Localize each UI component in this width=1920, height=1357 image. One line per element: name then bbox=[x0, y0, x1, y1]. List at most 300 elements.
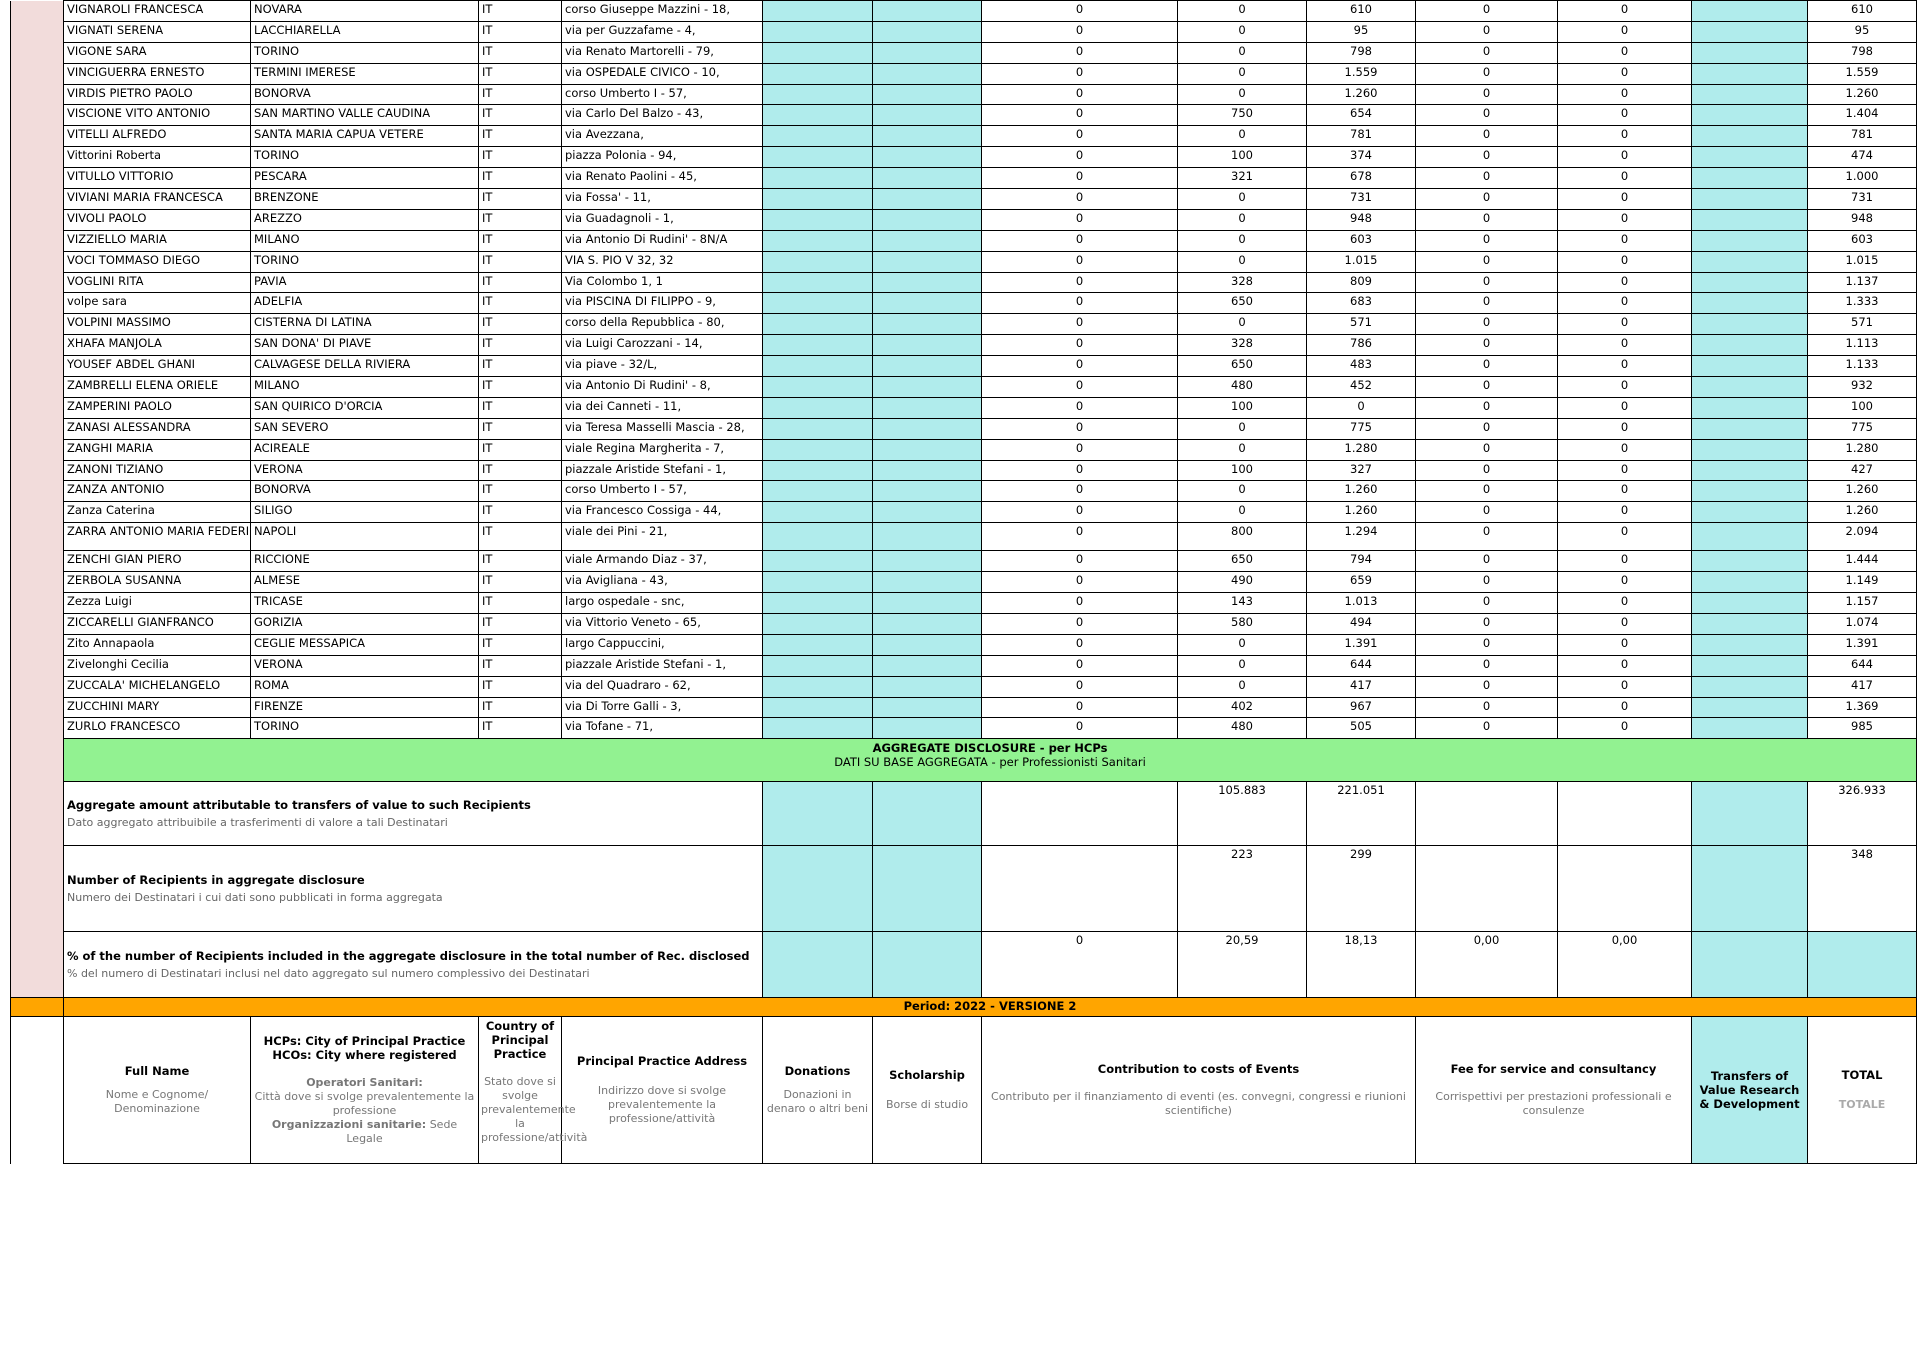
address-cell: viale dei Pini - 21, bbox=[562, 523, 763, 551]
side-band bbox=[11, 418, 64, 439]
scholarship-cell bbox=[873, 1, 982, 22]
table-row bbox=[11, 293, 1917, 314]
events-a-cell: 0 bbox=[982, 397, 1178, 418]
total-cell: 571 bbox=[1808, 314, 1917, 335]
address-cell: corso Giuseppe Mazzini - 18, bbox=[562, 1, 763, 22]
city-cell: FIRENZE bbox=[251, 697, 479, 718]
city-cell: CALVAGESE DELLA RIVIERA bbox=[251, 356, 479, 377]
events-a-cell: 0 bbox=[982, 42, 1178, 63]
fee-a-cell: 659 bbox=[1307, 572, 1416, 593]
fee-a-cell: 644 bbox=[1307, 655, 1416, 676]
address-cell: via Fossa' - 11, bbox=[562, 189, 763, 210]
city-cell: ALMESE bbox=[251, 572, 479, 593]
scholarship-cell bbox=[873, 21, 982, 42]
fee-c-cell: 0 bbox=[1558, 1, 1692, 22]
side-band bbox=[11, 846, 64, 932]
table-row bbox=[11, 634, 1917, 655]
fee-c-cell: 0 bbox=[1558, 209, 1692, 230]
fee-a-cell: 571 bbox=[1307, 314, 1416, 335]
fee-b-cell: 0 bbox=[1416, 147, 1558, 168]
address-cell: via Di Torre Galli - 3, bbox=[562, 697, 763, 718]
full-name-cell: Vittorini Roberta bbox=[64, 147, 251, 168]
full-name-cell: ZURLO FRANCESCO bbox=[64, 718, 251, 739]
table-row bbox=[11, 209, 1917, 230]
fee-b-cell: 0 bbox=[1416, 481, 1558, 502]
side-band bbox=[11, 84, 64, 105]
events-a-cell: 0 bbox=[982, 502, 1178, 523]
donations-cell bbox=[763, 697, 873, 718]
full-name-cell: VIGONE SARA bbox=[64, 42, 251, 63]
city-cell: CEGLIE MESSAPICA bbox=[251, 634, 479, 655]
fee-c-cell: 0 bbox=[1558, 397, 1692, 418]
donations-cell bbox=[763, 84, 873, 105]
city-cell: PAVIA bbox=[251, 272, 479, 293]
events-a-cell: 0 bbox=[982, 551, 1178, 572]
total-cell: 1.000 bbox=[1808, 168, 1917, 189]
events-b-cell: 100 bbox=[1178, 460, 1307, 481]
aggregate-percent-events-a: 0 bbox=[982, 932, 1178, 998]
events-a-cell: 0 bbox=[982, 1, 1178, 22]
fee-b-cell: 0 bbox=[1416, 314, 1558, 335]
fee-b-cell: 0 bbox=[1416, 418, 1558, 439]
fee-a-cell: 1.013 bbox=[1307, 593, 1416, 614]
full-name-cell: Zezza Luigi bbox=[64, 593, 251, 614]
full-name-cell: VOCI TOMMASO DIEGO bbox=[64, 251, 251, 272]
fee-b-cell: 0 bbox=[1416, 251, 1558, 272]
fee-a-cell: 505 bbox=[1307, 718, 1416, 739]
total-cell: 775 bbox=[1808, 418, 1917, 439]
fee-c-cell: 0 bbox=[1558, 126, 1692, 147]
total-cell: 1.260 bbox=[1808, 481, 1917, 502]
fee-a-cell: 1.391 bbox=[1307, 634, 1416, 655]
fee-a-cell: 798 bbox=[1307, 42, 1416, 63]
events-a-cell: 0 bbox=[982, 655, 1178, 676]
country-cell: IT bbox=[479, 335, 562, 356]
scholarship-cell bbox=[873, 293, 982, 314]
table-row bbox=[11, 718, 1917, 739]
country-cell: IT bbox=[479, 230, 562, 251]
fee-b-cell: 0 bbox=[1416, 1, 1558, 22]
country-cell: IT bbox=[479, 84, 562, 105]
total-cell: 2.094 bbox=[1808, 523, 1917, 551]
table-row bbox=[11, 147, 1917, 168]
full-name-cell: VIZZIELLO MARIA bbox=[64, 230, 251, 251]
recipient-rows bbox=[11, 1, 1917, 739]
donations-cell bbox=[763, 782, 873, 846]
country-cell: IT bbox=[479, 523, 562, 551]
address-cell: viale Regina Margherita - 7, bbox=[562, 439, 763, 460]
fee-c-cell: 0 bbox=[1558, 168, 1692, 189]
table-row bbox=[11, 697, 1917, 718]
fee-c-cell: 0 bbox=[1558, 272, 1692, 293]
city-cell: BRENZONE bbox=[251, 189, 479, 210]
header-fee: Fee for service and consultancy Corrispettivi per prestazioni professionali e consulenze bbox=[1416, 1017, 1692, 1164]
rd-cell bbox=[1692, 523, 1808, 551]
rd-cell bbox=[1692, 439, 1808, 460]
events-a-cell: 0 bbox=[982, 418, 1178, 439]
header-total: TOTAL TOTALE bbox=[1808, 1017, 1917, 1164]
donations-cell bbox=[763, 418, 873, 439]
aggregate-amount-events-b: 105.883 bbox=[1178, 782, 1307, 846]
address-cell: via Luigi Carozzani - 14, bbox=[562, 335, 763, 356]
country-cell: IT bbox=[479, 593, 562, 614]
full-name-cell: volpe sara bbox=[64, 293, 251, 314]
rd-cell bbox=[1692, 502, 1808, 523]
fee-c-cell: 0 bbox=[1558, 676, 1692, 697]
address-cell: largo Cappuccini, bbox=[562, 634, 763, 655]
total-cell: 1.137 bbox=[1808, 272, 1917, 293]
total-cell: 1.074 bbox=[1808, 613, 1917, 634]
address-cell: via dei Canneti - 11, bbox=[562, 397, 763, 418]
scholarship-cell bbox=[873, 551, 982, 572]
donations-cell bbox=[763, 634, 873, 655]
events-b-cell: 328 bbox=[1178, 272, 1307, 293]
rd-cell bbox=[1692, 634, 1808, 655]
fee-a-cell: 1.280 bbox=[1307, 439, 1416, 460]
donations-cell bbox=[763, 523, 873, 551]
aggregate-count-fee-a: 299 bbox=[1307, 846, 1416, 932]
city-cell: ROMA bbox=[251, 676, 479, 697]
fee-c-cell: 0 bbox=[1558, 293, 1692, 314]
fee-a-cell: 610 bbox=[1307, 1, 1416, 22]
events-b-cell: 490 bbox=[1178, 572, 1307, 593]
aggregate-amount-fee-a: 221.051 bbox=[1307, 782, 1416, 846]
rd-cell bbox=[1692, 697, 1808, 718]
aggregate-percent-fee-b: 0,00 bbox=[1416, 932, 1558, 998]
address-cell: via Avezzana, bbox=[562, 126, 763, 147]
country-cell: IT bbox=[479, 634, 562, 655]
events-b-cell: 650 bbox=[1178, 356, 1307, 377]
total-cell: 1.333 bbox=[1808, 293, 1917, 314]
aggregate-count-label: Number of Recipients in aggregate disclosure Numero dei Destinatari i cui dati sono pubblicati in forma aggregata bbox=[64, 846, 763, 932]
full-name-cell: ZICCARELLI GIANFRANCO bbox=[64, 613, 251, 634]
city-cell: SANTA MARIA CAPUA VETERE bbox=[251, 126, 479, 147]
side-band bbox=[11, 998, 64, 1017]
total-cell: 1.404 bbox=[1808, 105, 1917, 126]
scholarship-cell bbox=[873, 932, 982, 998]
side-band bbox=[11, 593, 64, 614]
full-name-cell: ZANONI TIZIANO bbox=[64, 460, 251, 481]
table-row bbox=[11, 21, 1917, 42]
scholarship-cell bbox=[873, 613, 982, 634]
table-row bbox=[11, 460, 1917, 481]
city-cell: TRICASE bbox=[251, 593, 479, 614]
country-cell: IT bbox=[479, 613, 562, 634]
fee-a-cell: 654 bbox=[1307, 105, 1416, 126]
full-name-cell: Zanza Caterina bbox=[64, 502, 251, 523]
rd-cell bbox=[1692, 377, 1808, 398]
scholarship-cell bbox=[873, 84, 982, 105]
aggregate-title-it: DATI SU BASE AGGREGATA - per Professionisti Sanitari bbox=[834, 755, 1146, 770]
fee-b-cell: 0 bbox=[1416, 335, 1558, 356]
events-b-cell: 321 bbox=[1178, 168, 1307, 189]
events-a-cell: 0 bbox=[982, 593, 1178, 614]
events-b-cell: 0 bbox=[1178, 42, 1307, 63]
events-b-cell: 0 bbox=[1178, 439, 1307, 460]
aggregate-count-events-a bbox=[982, 846, 1178, 932]
city-cell: NOVARA bbox=[251, 1, 479, 22]
city-cell: PESCARA bbox=[251, 168, 479, 189]
events-a-cell: 0 bbox=[982, 572, 1178, 593]
full-name-cell: VISCIONE VITO ANTONIO bbox=[64, 105, 251, 126]
fee-c-cell: 0 bbox=[1558, 718, 1692, 739]
side-band bbox=[11, 147, 64, 168]
scholarship-cell bbox=[873, 147, 982, 168]
events-a-cell: 0 bbox=[982, 676, 1178, 697]
fee-b-cell: 0 bbox=[1416, 209, 1558, 230]
events-b-cell: 100 bbox=[1178, 397, 1307, 418]
side-band bbox=[11, 42, 64, 63]
full-name-cell: VINCIGUERRA ERNESTO bbox=[64, 63, 251, 84]
fee-a-cell: 0 bbox=[1307, 397, 1416, 418]
table-row bbox=[11, 335, 1917, 356]
donations-cell bbox=[763, 377, 873, 398]
address-cell: VIA S. PIO V 32, 32 bbox=[562, 251, 763, 272]
table-row bbox=[11, 126, 1917, 147]
donations-cell bbox=[763, 502, 873, 523]
address-cell: Via Colombo 1, 1 bbox=[562, 272, 763, 293]
aggregate-count-fee-c bbox=[1558, 846, 1692, 932]
side-band bbox=[11, 21, 64, 42]
full-name-cell: VIVIANI MARIA FRANCESCA bbox=[64, 189, 251, 210]
table-row bbox=[11, 168, 1917, 189]
fee-b-cell: 0 bbox=[1416, 293, 1558, 314]
country-cell: IT bbox=[479, 377, 562, 398]
total-cell: 1.260 bbox=[1808, 84, 1917, 105]
events-b-cell: 100 bbox=[1178, 147, 1307, 168]
address-cell: largo ospedale - snc, bbox=[562, 593, 763, 614]
fee-a-cell: 374 bbox=[1307, 147, 1416, 168]
fee-a-cell: 95 bbox=[1307, 21, 1416, 42]
events-b-cell: 328 bbox=[1178, 335, 1307, 356]
total-cell: 781 bbox=[1808, 126, 1917, 147]
aggregate-count-fee-b bbox=[1416, 846, 1558, 932]
rd-cell bbox=[1692, 335, 1808, 356]
scholarship-cell bbox=[873, 782, 982, 846]
donations-cell bbox=[763, 460, 873, 481]
events-b-cell: 0 bbox=[1178, 84, 1307, 105]
scholarship-cell bbox=[873, 335, 982, 356]
fee-b-cell: 0 bbox=[1416, 460, 1558, 481]
rd-cell bbox=[1692, 105, 1808, 126]
country-cell: IT bbox=[479, 718, 562, 739]
scholarship-cell bbox=[873, 697, 982, 718]
header-country: Country of Principal Practice Stato dove si svolge prevalentemente la professione/attività bbox=[479, 1017, 562, 1164]
city-cell: CISTERNA DI LATINA bbox=[251, 314, 479, 335]
events-a-cell: 0 bbox=[982, 168, 1178, 189]
side-band bbox=[11, 634, 64, 655]
total-cell: 1.149 bbox=[1808, 572, 1917, 593]
donations-cell bbox=[763, 230, 873, 251]
events-b-cell: 0 bbox=[1178, 230, 1307, 251]
events-a-cell: 0 bbox=[982, 481, 1178, 502]
fee-b-cell: 0 bbox=[1416, 397, 1558, 418]
country-cell: IT bbox=[479, 460, 562, 481]
scholarship-cell bbox=[873, 209, 982, 230]
scholarship-cell bbox=[873, 523, 982, 551]
country-cell: IT bbox=[479, 42, 562, 63]
fee-c-cell: 0 bbox=[1558, 63, 1692, 84]
country-cell: IT bbox=[479, 21, 562, 42]
donations-cell bbox=[763, 147, 873, 168]
full-name-cell: Zito Annapaola bbox=[64, 634, 251, 655]
events-b-cell: 0 bbox=[1178, 63, 1307, 84]
fee-b-cell: 0 bbox=[1416, 356, 1558, 377]
side-band bbox=[11, 335, 64, 356]
table-row bbox=[11, 63, 1917, 84]
side-band bbox=[11, 697, 64, 718]
city-cell: TORINO bbox=[251, 147, 479, 168]
events-b-cell: 0 bbox=[1178, 481, 1307, 502]
rd-cell bbox=[1692, 21, 1808, 42]
donations-cell bbox=[763, 932, 873, 998]
events-b-cell: 480 bbox=[1178, 377, 1307, 398]
full-name-cell: XHAFA MANJOLA bbox=[64, 335, 251, 356]
total-cell: 474 bbox=[1808, 147, 1917, 168]
header-full-name: Full Name Nome e Cognome/ Denominazione bbox=[64, 1017, 251, 1164]
rd-cell bbox=[1692, 42, 1808, 63]
total-cell: 1.280 bbox=[1808, 439, 1917, 460]
table-row bbox=[11, 397, 1917, 418]
events-b-cell: 0 bbox=[1178, 1, 1307, 22]
fee-a-cell: 775 bbox=[1307, 418, 1416, 439]
fee-b-cell: 0 bbox=[1416, 523, 1558, 551]
fee-c-cell: 0 bbox=[1558, 377, 1692, 398]
rd-cell bbox=[1692, 613, 1808, 634]
column-header-row bbox=[11, 1017, 1917, 1164]
address-cell: via Antonio Di Rudini' - 8, bbox=[562, 377, 763, 398]
rd-cell bbox=[1692, 460, 1808, 481]
events-b-cell: 650 bbox=[1178, 293, 1307, 314]
aggregate-count-row bbox=[11, 846, 1917, 932]
side-band bbox=[11, 272, 64, 293]
events-a-cell: 0 bbox=[982, 460, 1178, 481]
scholarship-cell bbox=[873, 481, 982, 502]
scholarship-cell bbox=[873, 676, 982, 697]
rd-cell bbox=[1692, 418, 1808, 439]
fee-c-cell: 0 bbox=[1558, 84, 1692, 105]
scholarship-cell bbox=[873, 272, 982, 293]
fee-c-cell: 0 bbox=[1558, 335, 1692, 356]
scholarship-cell bbox=[873, 593, 982, 614]
events-b-cell: 143 bbox=[1178, 593, 1307, 614]
total-cell: 985 bbox=[1808, 718, 1917, 739]
total-cell: 948 bbox=[1808, 209, 1917, 230]
fee-b-cell: 0 bbox=[1416, 634, 1558, 655]
events-a-cell: 0 bbox=[982, 209, 1178, 230]
scholarship-cell bbox=[873, 168, 982, 189]
scholarship-cell bbox=[873, 439, 982, 460]
table-row bbox=[11, 1, 1917, 22]
donations-cell bbox=[763, 335, 873, 356]
address-cell: via Francesco Cossiga - 44, bbox=[562, 502, 763, 523]
city-cell: TORINO bbox=[251, 251, 479, 272]
fee-b-cell: 0 bbox=[1416, 189, 1558, 210]
fee-a-cell: 1.294 bbox=[1307, 523, 1416, 551]
address-cell: via Tofane - 71, bbox=[562, 718, 763, 739]
donations-cell bbox=[763, 676, 873, 697]
fee-b-cell: 0 bbox=[1416, 272, 1558, 293]
scholarship-cell bbox=[873, 634, 982, 655]
table-row bbox=[11, 439, 1917, 460]
address-cell: corso della Repubblica - 80, bbox=[562, 314, 763, 335]
aggregate-amount-fee-c bbox=[1558, 782, 1692, 846]
donations-cell bbox=[763, 293, 873, 314]
fee-c-cell: 0 bbox=[1558, 21, 1692, 42]
side-band bbox=[11, 1, 64, 22]
fee-a-cell: 786 bbox=[1307, 335, 1416, 356]
rd-cell bbox=[1692, 293, 1808, 314]
fee-c-cell: 0 bbox=[1558, 42, 1692, 63]
total-cell: 1.559 bbox=[1808, 63, 1917, 84]
city-cell: VERONA bbox=[251, 655, 479, 676]
rd-cell bbox=[1692, 84, 1808, 105]
donations-cell bbox=[763, 1, 873, 22]
fee-b-cell: 0 bbox=[1416, 439, 1558, 460]
side-band bbox=[11, 439, 64, 460]
aggregate-count-events-b: 223 bbox=[1178, 846, 1307, 932]
country-cell: IT bbox=[479, 147, 562, 168]
fee-b-cell: 0 bbox=[1416, 42, 1558, 63]
table-row bbox=[11, 655, 1917, 676]
total-cell: 1.113 bbox=[1808, 335, 1917, 356]
total-cell: 610 bbox=[1808, 1, 1917, 22]
address-cell: viale Armando Diaz - 37, bbox=[562, 551, 763, 572]
fee-b-cell: 0 bbox=[1416, 718, 1558, 739]
donations-cell bbox=[763, 314, 873, 335]
table-row bbox=[11, 523, 1917, 551]
country-cell: IT bbox=[479, 502, 562, 523]
total-cell: 1.260 bbox=[1808, 502, 1917, 523]
rd-cell bbox=[1692, 189, 1808, 210]
fee-b-cell: 0 bbox=[1416, 84, 1558, 105]
events-a-cell: 0 bbox=[982, 335, 1178, 356]
fee-b-cell: 0 bbox=[1416, 551, 1558, 572]
table-row bbox=[11, 676, 1917, 697]
events-b-cell: 0 bbox=[1178, 502, 1307, 523]
fee-a-cell: 327 bbox=[1307, 460, 1416, 481]
city-cell: TERMINI IMERESE bbox=[251, 63, 479, 84]
scholarship-cell bbox=[873, 356, 982, 377]
table-row bbox=[11, 251, 1917, 272]
rd-cell bbox=[1692, 593, 1808, 614]
scholarship-cell bbox=[873, 377, 982, 398]
full-name-cell: ZANZA ANTONIO bbox=[64, 481, 251, 502]
donations-cell bbox=[763, 551, 873, 572]
total-cell: 1.015 bbox=[1808, 251, 1917, 272]
donations-cell bbox=[763, 439, 873, 460]
full-name-cell: ZAMBRELLI ELENA ORIELE bbox=[64, 377, 251, 398]
scholarship-cell bbox=[873, 502, 982, 523]
fee-c-cell: 0 bbox=[1558, 523, 1692, 551]
city-cell: MILANO bbox=[251, 230, 479, 251]
country-cell: IT bbox=[479, 168, 562, 189]
side-band bbox=[11, 356, 64, 377]
full-name-cell: ZUCCALA' MICHELANGELO bbox=[64, 676, 251, 697]
period-row bbox=[11, 998, 1917, 1017]
aggregate-section bbox=[11, 739, 1917, 1164]
total-cell: 1.369 bbox=[1808, 697, 1917, 718]
side-band bbox=[11, 551, 64, 572]
full-name-cell: VOGLINI RITA bbox=[64, 272, 251, 293]
address-cell: via piave - 32/L, bbox=[562, 356, 763, 377]
side-band bbox=[11, 126, 64, 147]
header-address: Principal Practice Address Indirizzo dove si svolge prevalentemente la professione/attività bbox=[562, 1017, 763, 1164]
side-band bbox=[11, 377, 64, 398]
address-cell: via Carlo Del Balzo - 43, bbox=[562, 105, 763, 126]
fee-c-cell: 0 bbox=[1558, 189, 1692, 210]
events-a-cell: 0 bbox=[982, 613, 1178, 634]
